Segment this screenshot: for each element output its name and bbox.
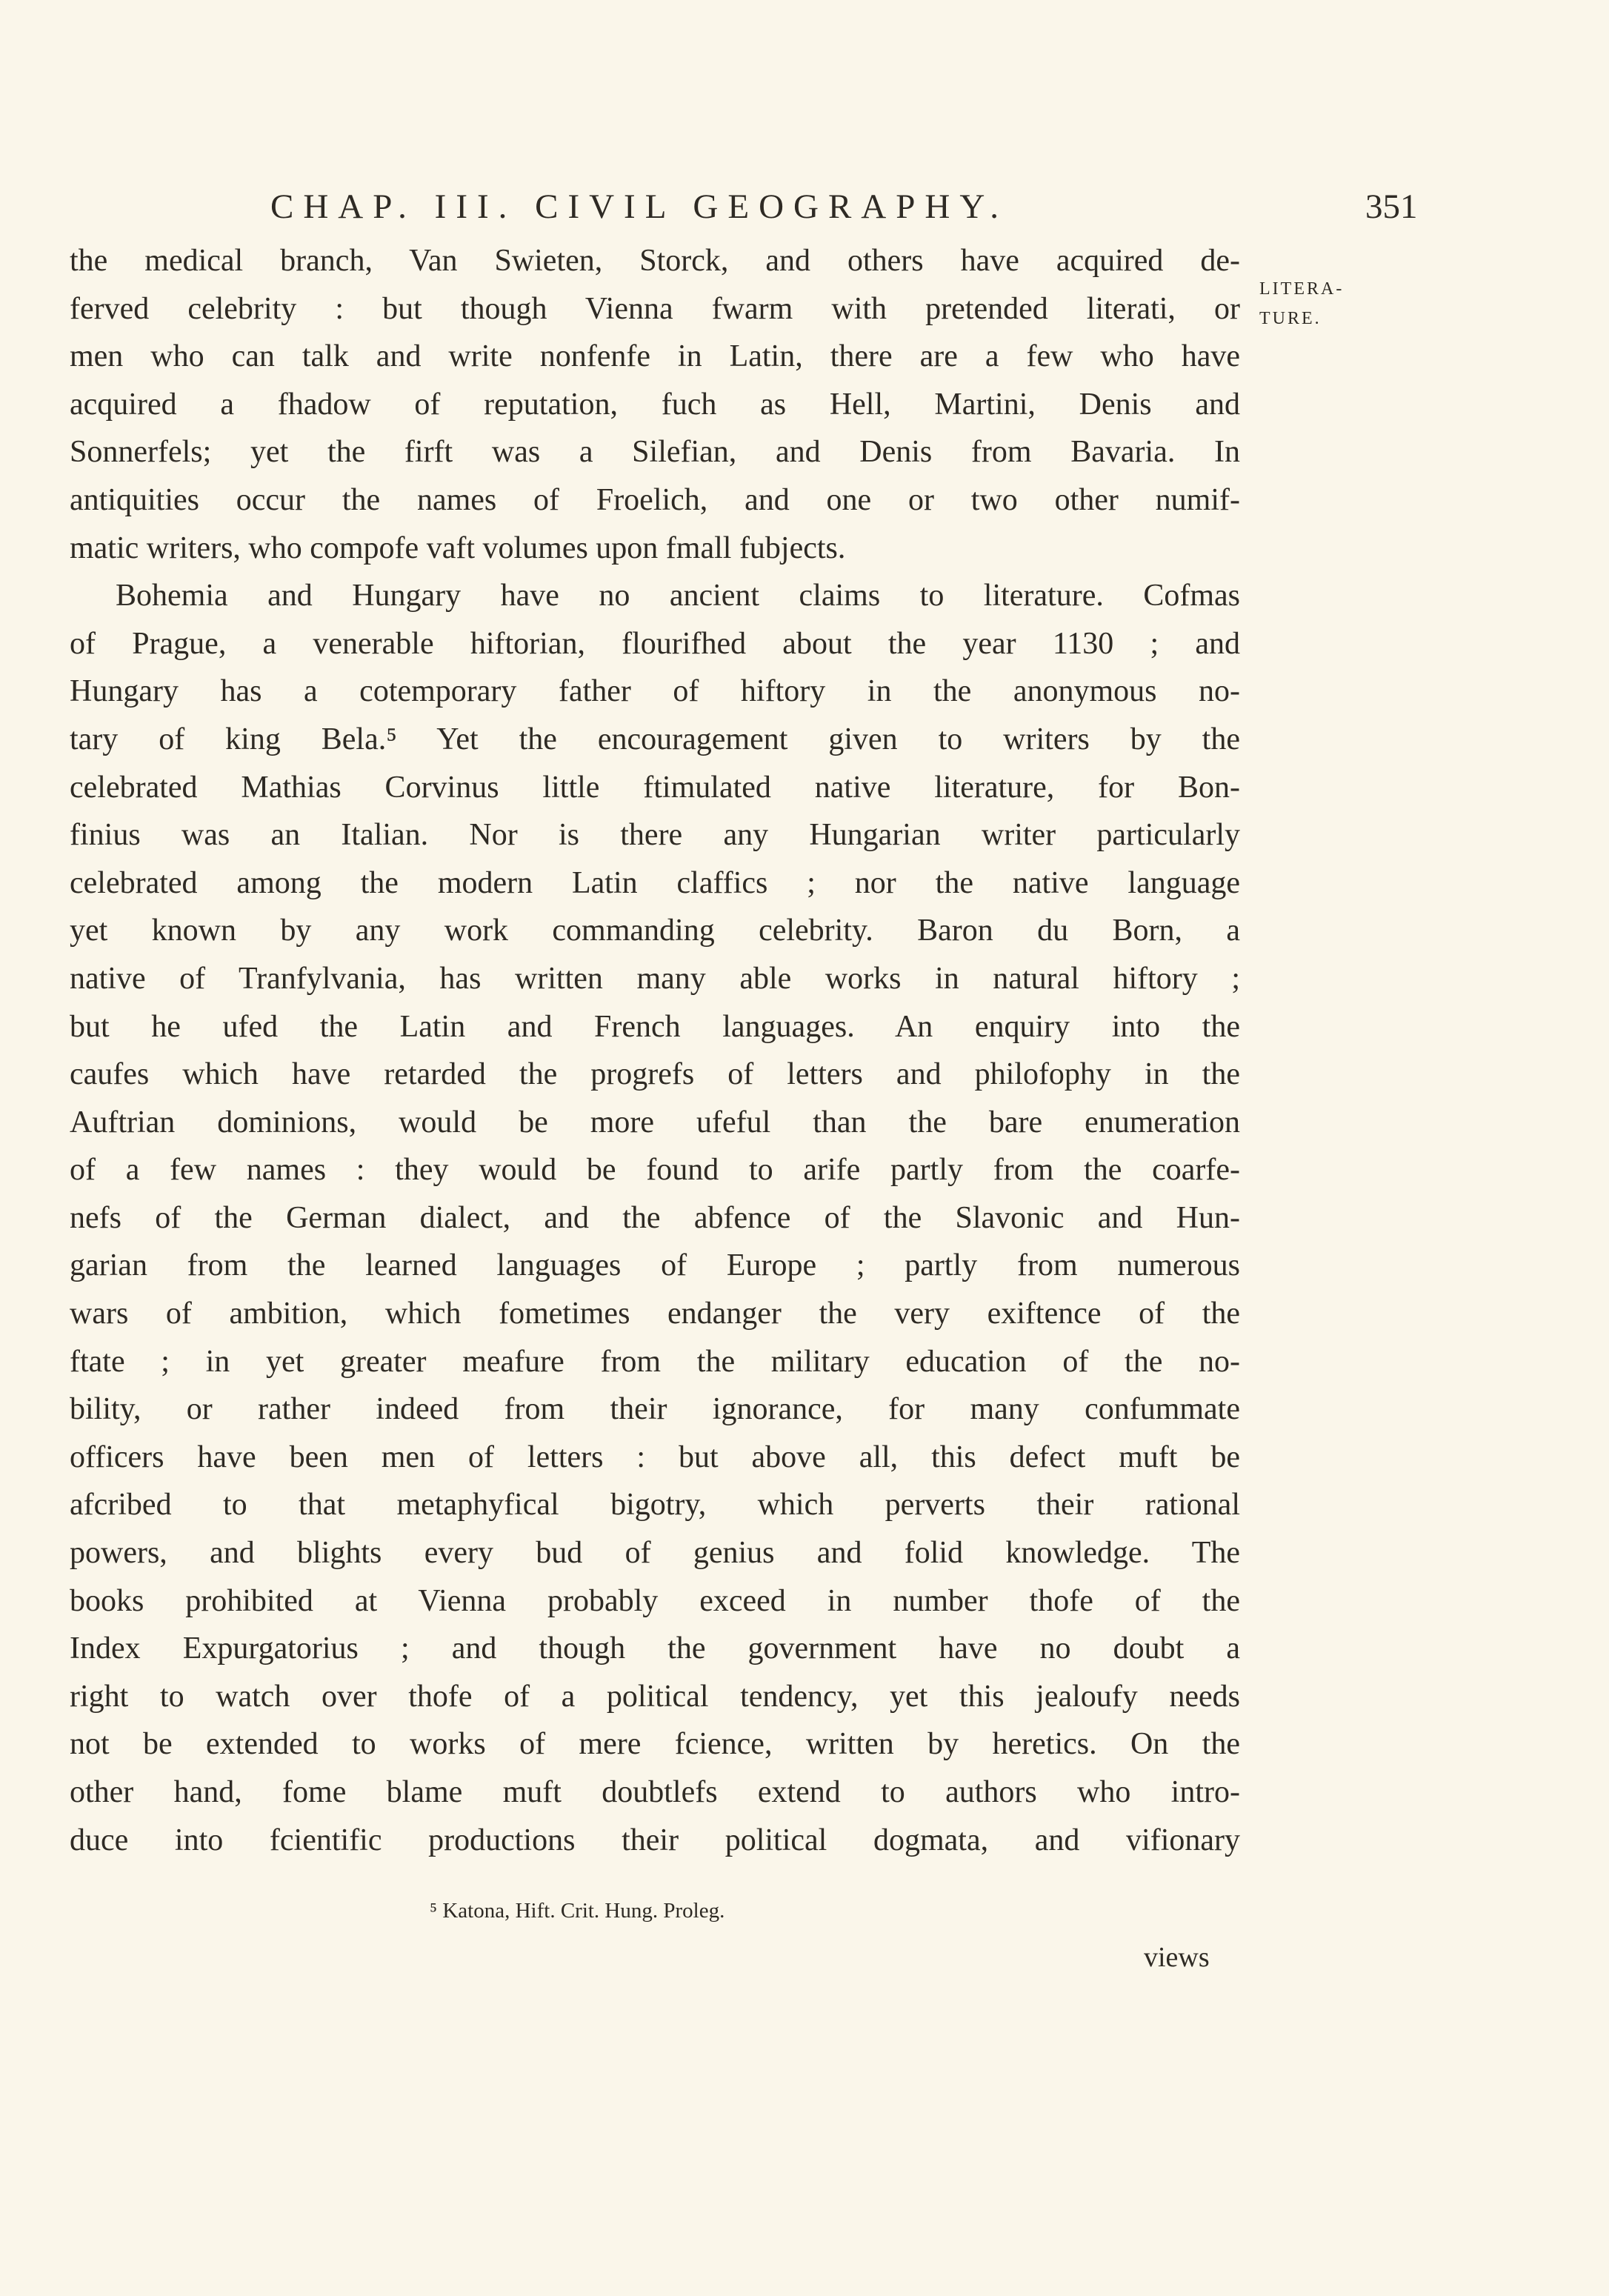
running-title: CHAP. III. CIVIL GEOGRAPHY.: [270, 187, 1008, 226]
text-line: garian from the learned languages of Europe ; partly from numerous: [70, 1248, 1240, 1283]
text-line: yet known by any work commanding celebrity. Baron du Born, a: [70, 914, 1240, 948]
text-line: books prohibited at Vienna probably exceed in number thofe of the: [70, 1583, 1240, 1618]
text-line: celebrated Mathias Corvinus little ftimulated native literature, for Bon-: [70, 770, 1240, 805]
page-number: 351: [1365, 187, 1418, 226]
text-line: matic writers, who compofe vaft volumes upon fmall fubjects.: [70, 530, 846, 565]
text-line: duce into fcientific productions their political dogmata, and vifionary: [70, 1823, 1240, 1857]
body-text: [70, 237, 1240, 1864]
text-line: right to watch over thofe of a political tendency, yet this jealoufy needs: [70, 1679, 1240, 1714]
margin-note-line: TURE.: [1259, 309, 1322, 328]
text-line: men who can talk and write nonfenfe in Latin, there are a few who have: [70, 339, 1240, 374]
text-line: of Prague, a venerable hiftorian, flourifhed about the year 1130 ; and: [70, 626, 1240, 661]
running-head: [0, 187, 1609, 239]
text-line: officers have been men of letters : but above all, this defect muft be: [70, 1440, 1240, 1474]
text-line: wars of ambition, which fometimes endanger the very exiftence of the: [70, 1297, 1240, 1331]
text-line: Auftrian dominions, would be more ufeful than the bare enumeration: [70, 1105, 1240, 1139]
text-line: finius was an Italian. Nor is there any Hungarian writer particularly: [70, 818, 1240, 853]
text-line: of a few names : they would be found to arife partly from the coarfe-: [70, 1153, 1240, 1188]
text-line: but he ufed the Latin and French languages. An enquiry into the: [70, 1009, 1240, 1044]
text-line: acquired a fhadow of reputation, fuch as Hell, Martini, Denis and: [70, 387, 1240, 422]
text-line: Bohemia and Hungary have no ancient claims to literature. Cofmas: [116, 579, 1240, 613]
text-line: caufes which have retarded the progrefs of letters and philofophy in the: [70, 1057, 1240, 1092]
text-line: Hungary has a cotemporary father of hiftory in the anonymous no-: [70, 674, 1240, 709]
text-line: nefs of the German dialect, and the abfence of the Slavonic and Hun-: [70, 1200, 1240, 1235]
text-line: ferved celebrity : but though Vienna fwarm with pretended literati, or: [70, 291, 1240, 326]
text-line: not be extended to works of mere fcience, written by heretics. On the: [70, 1727, 1240, 1762]
catchword: views: [1144, 1942, 1210, 1973]
margin-note-line: LITERA-: [1259, 279, 1345, 299]
text-line: antiquities occur the names of Froelich, and one or two other numif-: [70, 482, 1240, 517]
text-line: celebrated among the modern Latin claffics ; nor the native language: [70, 865, 1240, 900]
text-line: tary of king Bela.⁵ Yet the encouragement given to writers by the: [70, 722, 1240, 756]
text-line: native of Tranfylvania, has written many able works in natural hiftory ;: [70, 961, 1240, 996]
text-line: ftate ; in yet greater meafure from the military education of the no-: [70, 1344, 1240, 1379]
text-line: bility, or rather indeed from their ignorance, for many confummate: [70, 1392, 1240, 1427]
footnote: ⁵ Katona, Hift. Crit. Hung. Proleg.: [430, 1899, 725, 1923]
margin-note: [1259, 274, 1344, 333]
text-line: Index Expurgatorius ; and though the government have no doubt a: [70, 1631, 1240, 1666]
text-line: afcribed to that metaphyfical bigotry, which perverts their rational: [70, 1488, 1240, 1523]
text-line: other hand, fome blame muft doubtlefs extend to authors who intro-: [70, 1775, 1240, 1809]
text-line: the medical branch, Van Swieten, Storck, and others have acquired de-: [70, 244, 1240, 278]
text-line: powers, and blights every bud of genius and folid knowledge. The: [70, 1536, 1240, 1571]
text-line: Sonnerfels; yet the firft was a Silefian, and Denis from Bavaria. In: [70, 435, 1240, 470]
